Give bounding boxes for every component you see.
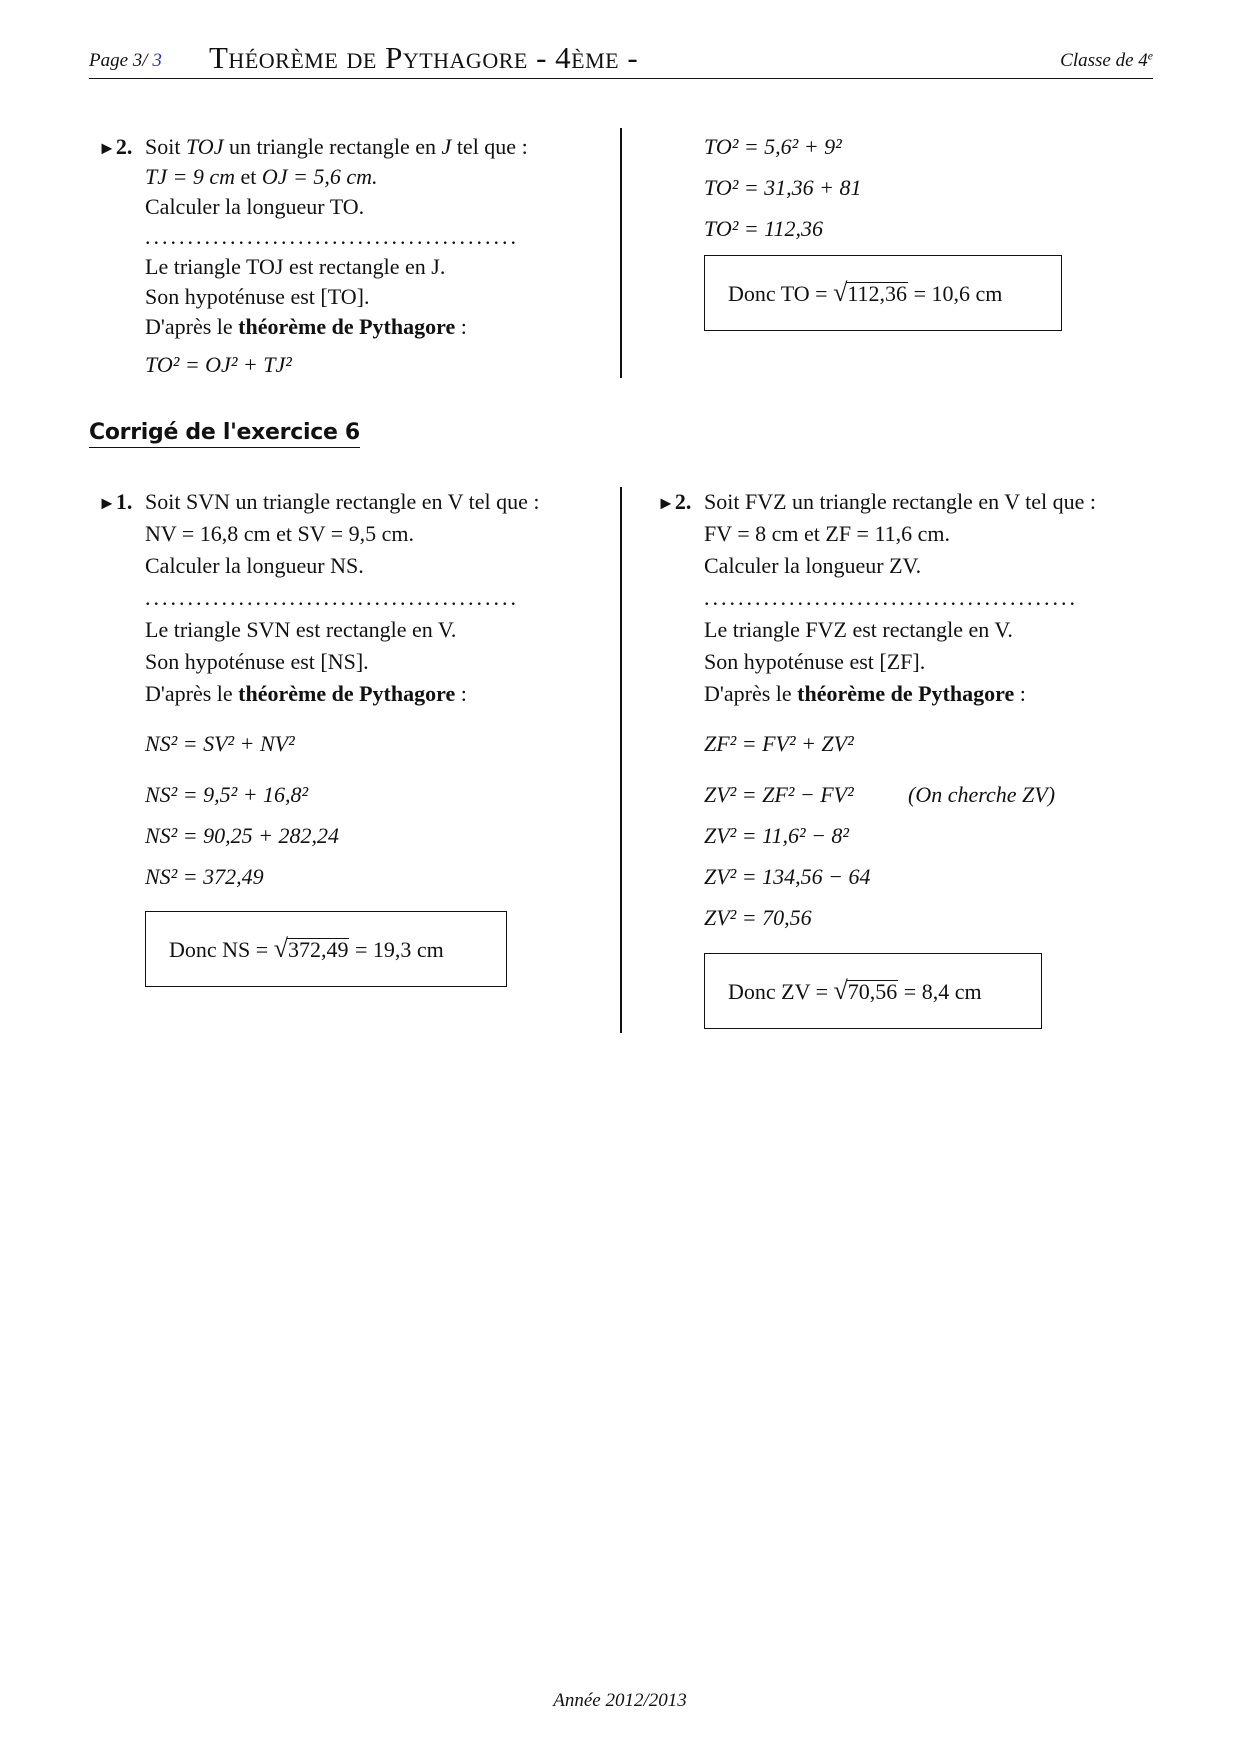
ex5-q2-result-box: [704, 255, 1062, 331]
ex5-q2-question: Calculer la longueur TO.: [145, 194, 365, 219]
answer-dots: ............................................: [145, 224, 519, 249]
item-marker: [98, 487, 132, 518]
page-header: [89, 40, 1153, 79]
ex6-q2-eq-5: ZV² = 70,56: [704, 905, 812, 930]
ex5-q2-eq-4: TO² = 112,36: [704, 216, 824, 241]
ex6-q1-question: Calculer la longueur NS.: [145, 553, 364, 578]
ex6-q2-eq-3: ZV² = 11,6² − 8²: [704, 823, 850, 848]
ex6-q1-eq-1: NS² = SV² + NV²: [145, 731, 295, 756]
page-footer: Année 2012/2013: [553, 1690, 687, 1711]
answer-dots: ............................................: [704, 585, 1078, 610]
result-radicand: 70,56: [847, 979, 898, 1004]
ex6-q1-line-3: [89, 679, 609, 709]
ex6-q2-eq-4: ZV² = 134,56 − 64: [704, 864, 871, 889]
square-root-icon: √: [833, 976, 848, 1005]
ex6-q1-intro: [89, 487, 609, 517]
intro-text: Soit SVN un triangle rectangle en V tel que :: [145, 489, 540, 514]
ex6-q1-line-2: Son hypoténuse est [NS].: [145, 649, 369, 674]
triangle-bullet-icon: ►: [98, 138, 116, 158]
class-label: [1060, 50, 1153, 72]
text: :: [455, 681, 467, 706]
text: D'après le: [145, 314, 239, 339]
document-title: Théorème de Pythagore - 4ème -: [209, 40, 639, 75]
theorem-name: théorème de Pythagore: [238, 314, 456, 339]
column-divider: [620, 128, 622, 378]
ex5-q2-intro: [89, 132, 609, 162]
result-prefix: Donc ZV =: [728, 979, 834, 1004]
ex6-q1-eq-2: NS² = 9,5² + 16,8²: [145, 782, 309, 807]
result-radicand: 372,49: [287, 937, 349, 962]
page-number: [89, 50, 162, 72]
ex6-q2-column: [648, 487, 1168, 938]
equation-note: (On cherche ZV): [908, 782, 1056, 807]
theorem-name: théorème de Pythagore: [238, 681, 456, 706]
item-marker: [98, 132, 132, 163]
square-root-icon: √: [833, 278, 848, 307]
page-total-link[interactable]: 3: [152, 50, 162, 71]
result-radicand: 112,36: [847, 281, 908, 306]
ex5-q2-given: [89, 162, 609, 192]
ex6-q2-question: Calculer la longueur ZV.: [704, 553, 922, 578]
class-label-text: Classe de 4: [1060, 50, 1148, 71]
ex5-q2-eq-1: TO² = OJ² + TJ²: [145, 352, 292, 377]
intro-text: Soit: [145, 134, 186, 159]
class-label-sup: e: [1147, 49, 1153, 63]
ex5-q2-eq-2: TO² = 5,6² + 9²: [704, 134, 842, 159]
vertex-name: J: [441, 134, 452, 159]
ex6-q1-given: NV = 16,8 cm et SV = 9,5 cm.: [145, 521, 415, 546]
intro-text: Soit FVZ un triangle rectangle en V tel que :: [704, 489, 1097, 514]
ex6-q2-line-3: [648, 679, 1168, 709]
ex6-q2-given: FV = 8 cm et ZF = 11,6 cm.: [704, 521, 951, 546]
result-prefix: Donc TO =: [728, 281, 834, 306]
result-value: = 8,4 cm: [898, 979, 982, 1004]
text: :: [1014, 681, 1026, 706]
ex6-q2-eq-1: ZF² = FV² + ZV²: [704, 731, 854, 756]
given-separator: et: [235, 164, 262, 189]
result-value: = 10,6 cm: [908, 281, 1003, 306]
ex6-q2-eq-2: [648, 774, 1168, 815]
intro-text: un triangle rectangle en: [223, 134, 442, 159]
given-value: OJ = 5,6 cm.: [261, 164, 378, 189]
theorem-name: théorème de Pythagore: [797, 681, 1015, 706]
text: :: [455, 314, 467, 339]
triangle-name: TOJ: [185, 134, 224, 159]
square-root-icon: √: [273, 934, 288, 963]
ex5-q2-right-column: [648, 126, 1148, 249]
text: D'après le: [145, 681, 239, 706]
item-number: 2.: [115, 134, 133, 159]
ex6-q1-eq-3: NS² = 90,25 + 282,24: [145, 823, 339, 848]
ex6-q2-intro: [648, 487, 1168, 517]
item-number: 2.: [674, 489, 692, 514]
triangle-bullet-icon: ►: [98, 493, 116, 513]
section-title: Corrigé de l'exercice 6: [89, 420, 360, 448]
ex5-q2-left-column: [89, 132, 609, 385]
triangle-bullet-icon: ►: [657, 493, 675, 513]
equation-text: ZV² = ZF² − FV²: [704, 782, 854, 807]
ex6-q1-result-box: [145, 911, 507, 987]
ex6-q1-line-1: Le triangle SVN est rectangle en V.: [145, 617, 457, 642]
ex6-q2-line-2: Son hypoténuse est [ZF].: [704, 649, 926, 674]
result-prefix: Donc NS =: [169, 937, 274, 962]
ex6-q1-column: [89, 487, 609, 897]
item-marker: [657, 487, 691, 518]
ex6-q2-line-1: Le triangle FVZ est rectangle en V.: [704, 617, 1013, 642]
item-number: 1.: [115, 489, 133, 514]
text: D'après le: [704, 681, 798, 706]
page-number-prefix: Page 3/: [89, 50, 153, 71]
ex5-q2-line-2: Son hypoténuse est [TO].: [145, 284, 370, 309]
ex5-q2-line-3: [89, 312, 609, 342]
answer-dots: ............................................: [145, 585, 519, 610]
column-divider: [620, 487, 622, 1033]
given-value: TJ = 9 cm: [145, 164, 235, 189]
ex5-q2-eq-3: TO² = 31,36 + 81: [704, 175, 862, 200]
ex5-q2-line-1: Le triangle TOJ est rectangle en J.: [145, 254, 446, 279]
ex6-q1-eq-4: NS² = 372,49: [145, 864, 264, 889]
result-value: = 19,3 cm: [349, 937, 444, 962]
intro-text: tel que :: [451, 134, 528, 159]
ex6-q2-result-box: [704, 953, 1042, 1029]
